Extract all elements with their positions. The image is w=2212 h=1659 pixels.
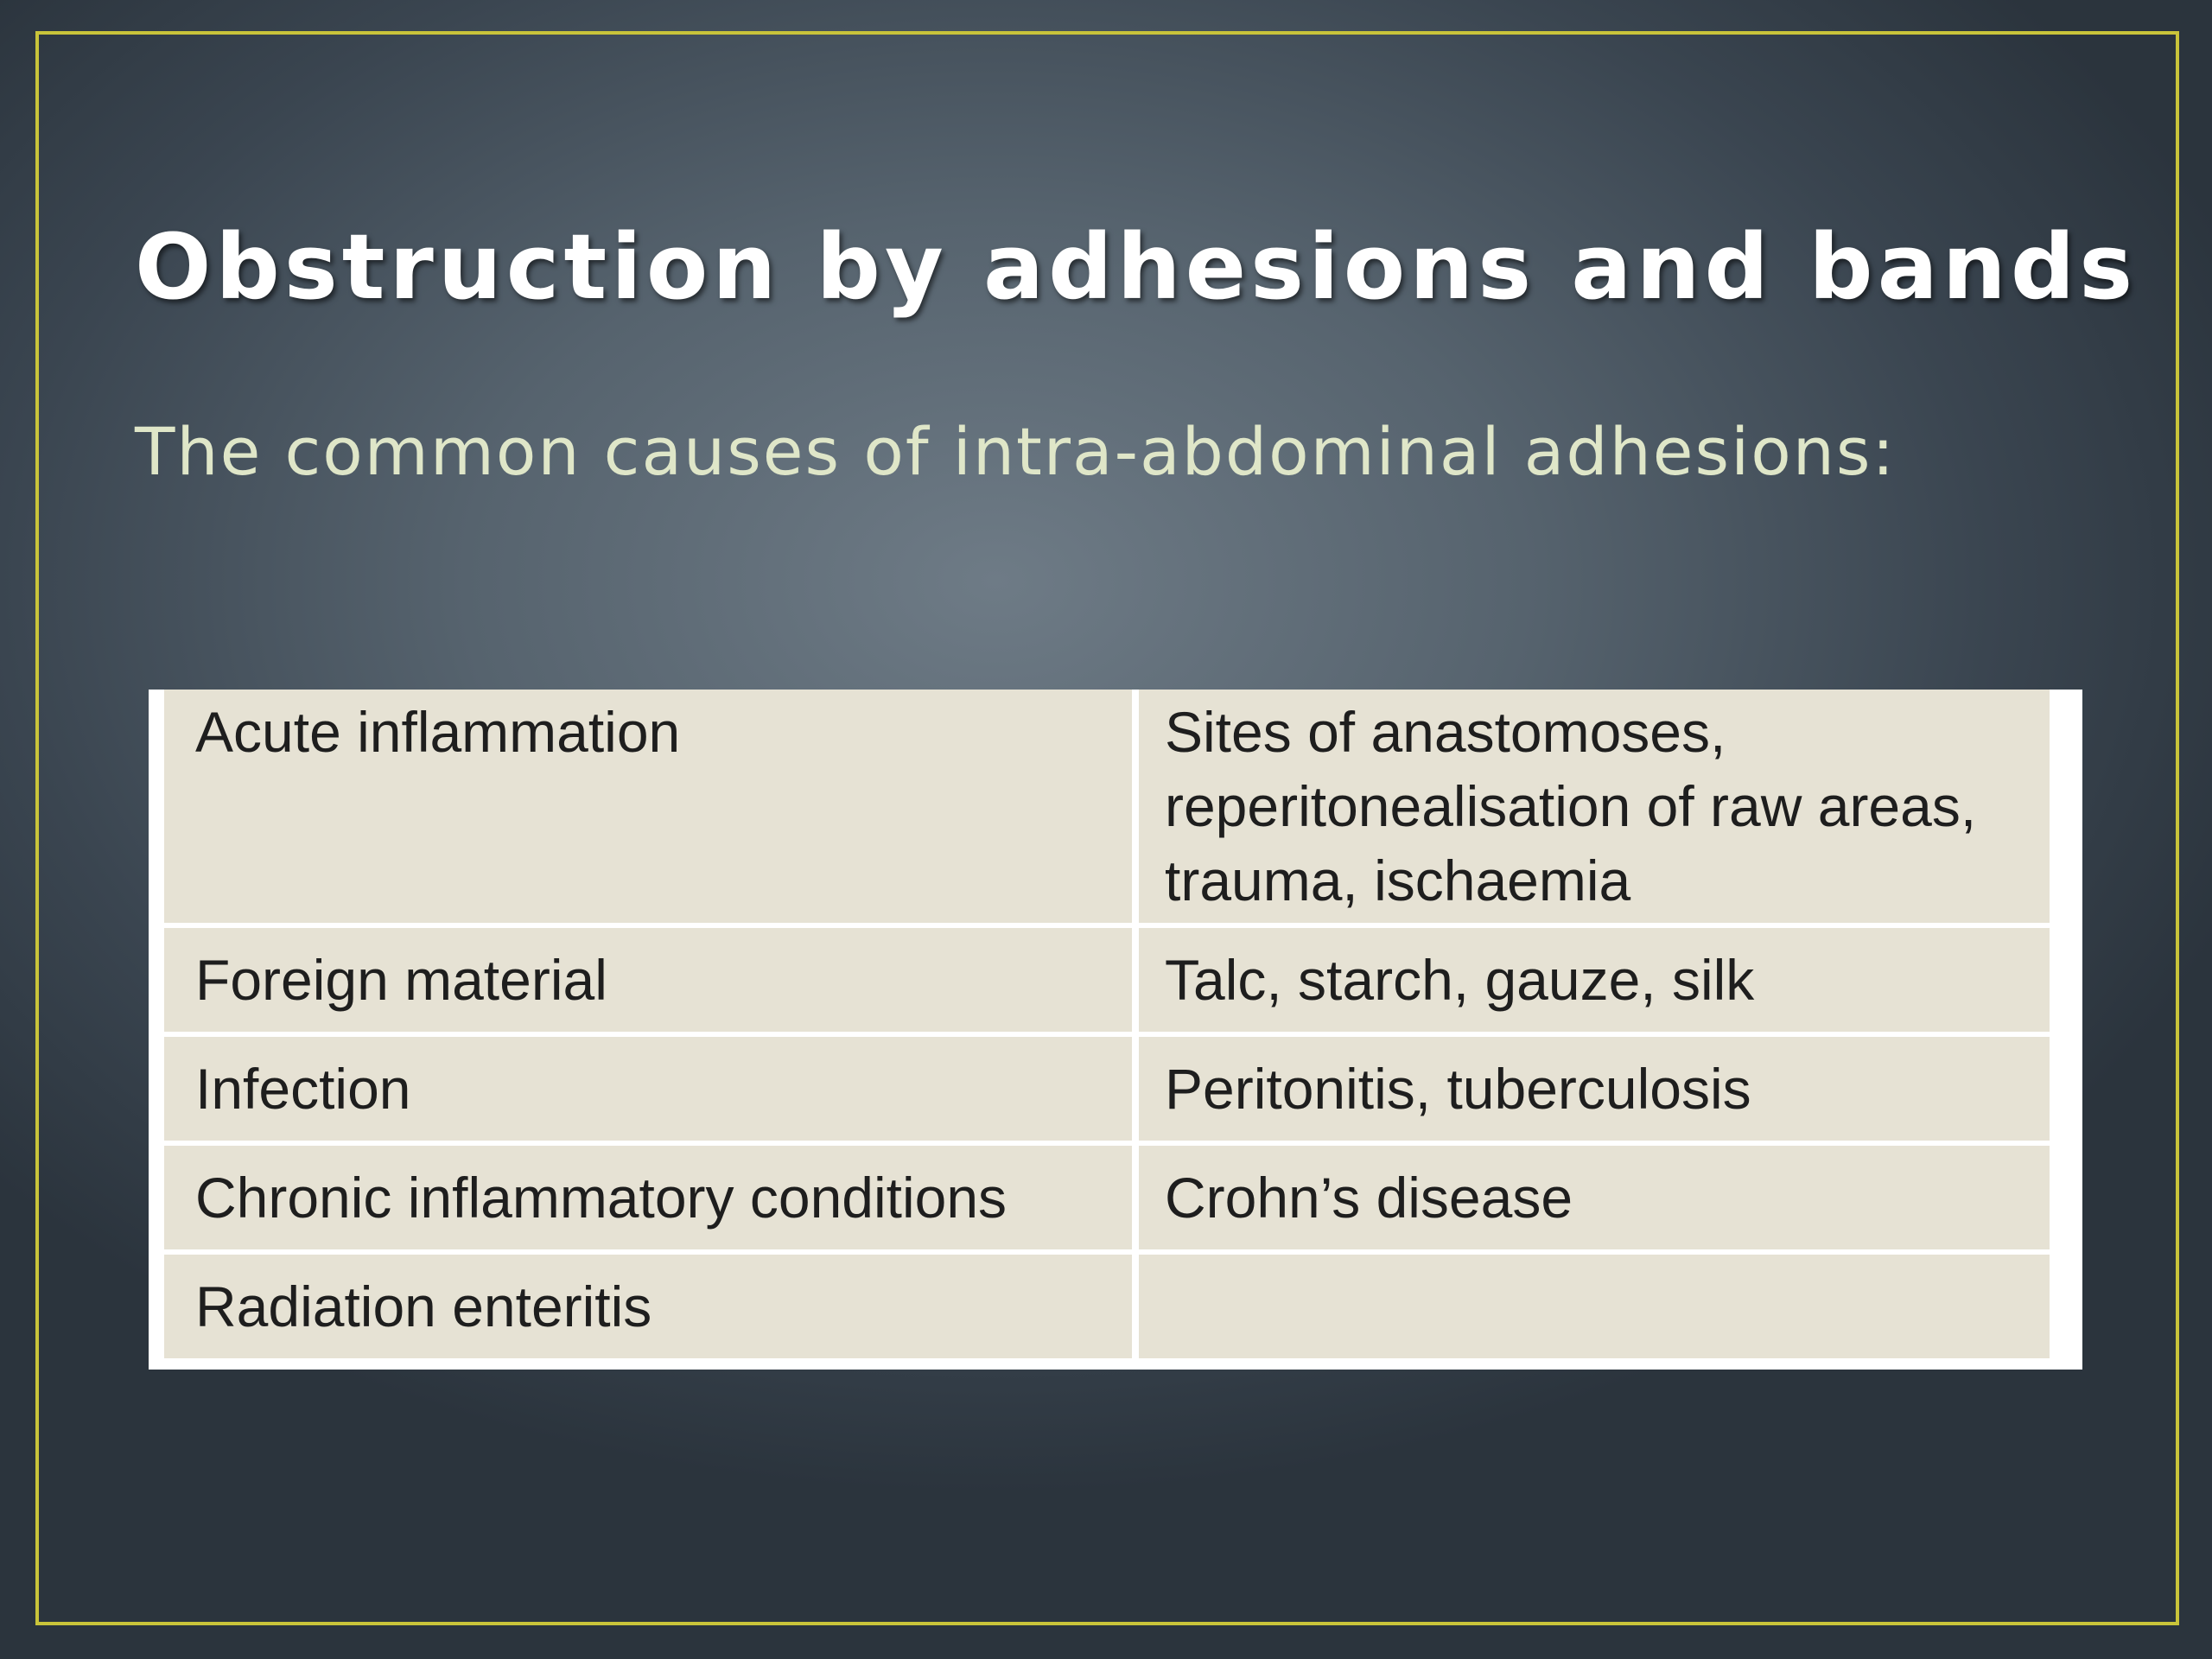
cause-cell: Chronic inflammatory conditions — [164, 1146, 1139, 1249]
cause-cell: Foreign material — [164, 928, 1139, 1032]
cause-cell: Acute inflammation — [164, 690, 1139, 923]
table-row — [164, 690, 2050, 923]
detail-cell: Talc, starch, gauze, silk — [1139, 928, 2050, 1032]
slide-title: Obstruction by adhesions and bands — [135, 214, 2138, 320]
cause-cell: Radiation enteritis — [164, 1255, 1139, 1358]
slide-subtitle: The common causes of intra-abdominal adhesions: — [135, 413, 1897, 490]
cause-cell: Infection — [164, 1037, 1139, 1141]
detail-cell: Peritonitis, tuberculosis — [1139, 1037, 2050, 1141]
detail-cell — [1139, 1255, 2050, 1358]
causes-table-container — [149, 690, 2082, 1370]
table-row — [164, 1037, 2050, 1141]
table-row — [164, 1255, 2050, 1358]
detail-cell: Crohn’s disease — [1139, 1146, 2050, 1249]
detail-cell: Sites of anastomoses, reperitonealisation of raw areas, trauma, ischaemia — [1139, 690, 2050, 923]
table-row — [164, 1146, 2050, 1249]
causes-table — [164, 684, 2050, 1363]
table-row — [164, 928, 2050, 1032]
